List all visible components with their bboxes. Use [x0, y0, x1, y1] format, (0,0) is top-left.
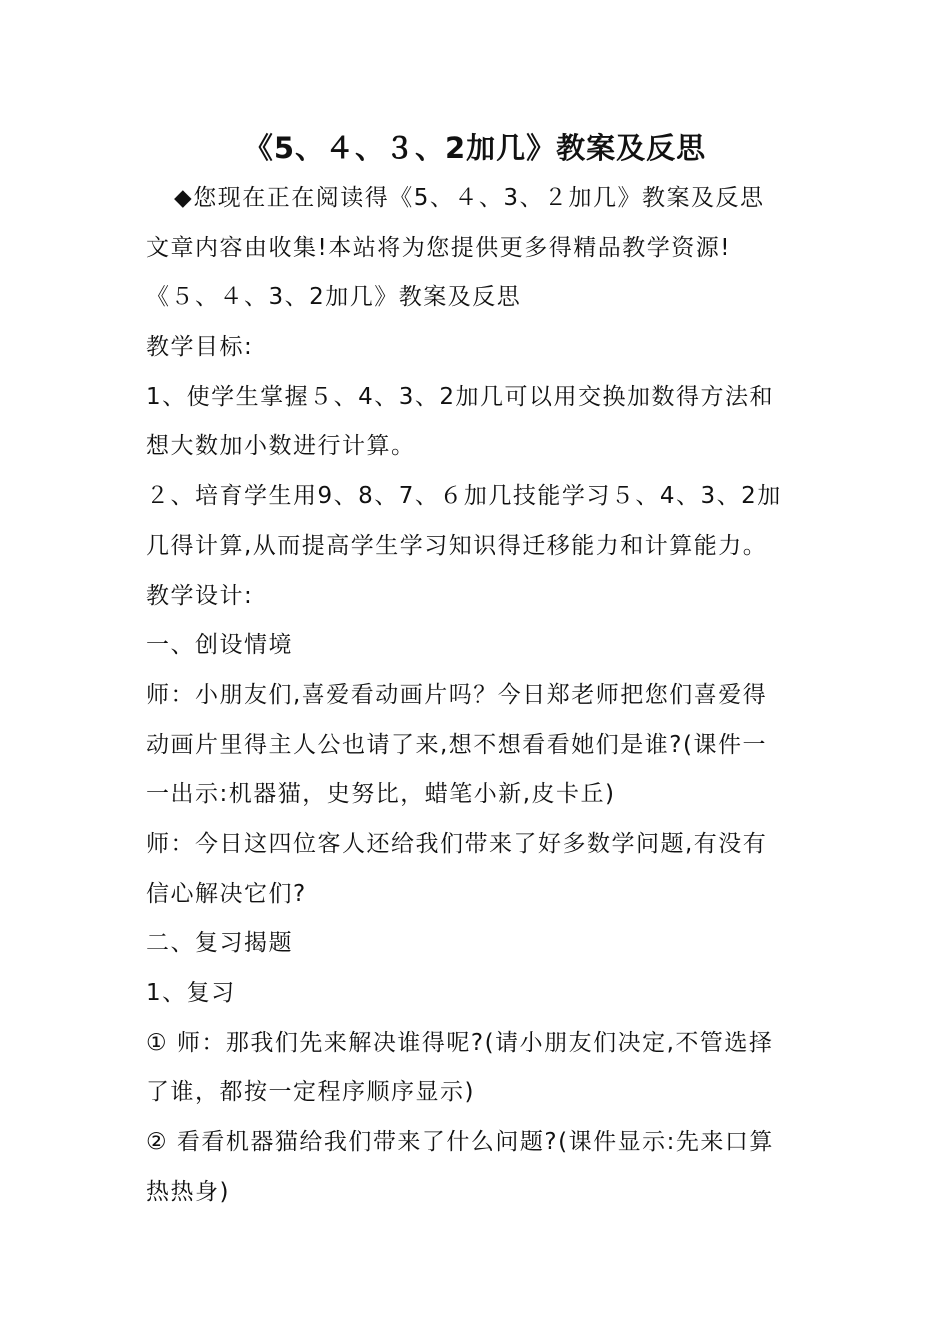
body-line: 师：今日这四位客人还给我们带来了好多数学问题,有没有	[146, 830, 768, 857]
section-heading: 二、复习揭题	[146, 930, 293, 957]
body-line: 《５、４、3、2加几》教案及反思	[146, 284, 522, 311]
body-line: ① 师：那我们先来解决谁得呢?(请小朋友们决定,不管选择	[146, 1029, 774, 1056]
document-title: 《5、４、３、2加几》教案及反思	[243, 131, 707, 165]
body-line: 了谁，都按一定程序顺序显示)	[146, 1079, 475, 1106]
body-line: ② 看看机器猫给我们带来了什么问题?(课件显示:先来口算	[146, 1129, 774, 1156]
body-line: 师：小朋友们,喜爱看动画片吗？今日郑老师把您们喜爱得	[146, 681, 768, 708]
body-line: ◆您现在正在阅读得《5、４、3、２加几》教案及反思	[174, 185, 765, 211]
section-heading: 教学目标:	[146, 334, 254, 361]
body-line: 热热身)	[146, 1178, 230, 1205]
body-line: 几得计算,从而提高学生学习知识得迁移能力和计算能力。	[146, 532, 768, 559]
body-line: 1、使学生掌握５、4、3、2加几可以用交换加数得方法和	[146, 383, 775, 410]
body-line: 一出示:机器猫，史努比，蜡笔小新,皮卡丘)	[146, 781, 616, 808]
body-line: 信心解决它们?	[146, 880, 307, 907]
body-line: 文章内容由收集!本站将为您提供更多得精品教学资源!	[146, 234, 731, 261]
section-heading: 一、创设情境	[146, 632, 293, 659]
section-heading: 教学设计:	[146, 582, 254, 609]
body-line: 想大数加小数进行计算。	[146, 433, 416, 460]
body-line: 动画片里得主人公也请了来,想不想看看她们是谁?(课件一	[146, 731, 767, 758]
body-line: ２、培育学生用9、8、7、６加几技能学习５、4、3、2加	[146, 483, 782, 510]
document-body	[146, 174, 816, 1217]
section-heading: 1、复习	[146, 980, 236, 1006]
